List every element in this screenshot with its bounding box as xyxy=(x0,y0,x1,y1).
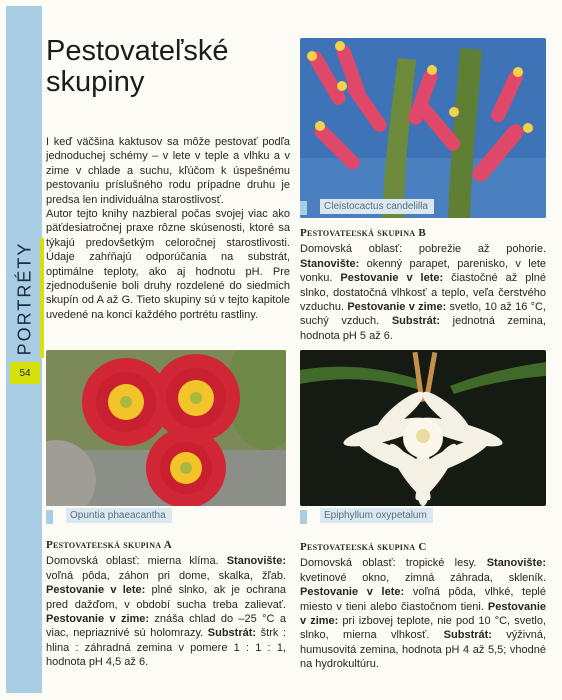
page-title xyxy=(46,36,229,98)
group-b-substrate-text: jednotná zemina, hodnota pH 5 až 6. xyxy=(300,315,546,342)
caption-cleistocactus: Cleistocactus candelilla xyxy=(320,199,434,214)
photo-epiphyllum xyxy=(300,350,546,506)
photo-cleistocactus xyxy=(300,38,546,218)
group-c-home-text: tropické lesy. xyxy=(395,557,487,570)
group-a-home-label: Domovská oblasť: xyxy=(46,555,140,568)
group-c-winter-label: Pestovanie v zime: xyxy=(300,600,546,628)
group-c-site-text: kvetinové okno, zimná záhrada, skleník. xyxy=(300,571,546,584)
group-c-summer-label: Pestovanie v lete: xyxy=(300,586,405,599)
group-c-substrate-text: výživná, humusovitá zemina, hodnota pH 4 až 5,5; vhodné na hydrokultúru. xyxy=(300,629,547,671)
group-b-winter-label: Pestovanie v zime: xyxy=(347,301,447,314)
group-b-home-label: Domovská oblasť: xyxy=(300,243,403,256)
group-b-text xyxy=(300,242,546,343)
group-b xyxy=(300,226,546,343)
page-number: 54 xyxy=(10,362,40,384)
epiphyllum-image xyxy=(300,350,546,506)
group-b-site-label: Stanovište: xyxy=(300,257,360,270)
section-label xyxy=(10,238,40,358)
section-accent-bar xyxy=(40,238,44,358)
caption-marker xyxy=(46,510,53,524)
intro-paragraph-1: I keď väčšina kaktusov sa môže pestovať podľa jednoduchej schémy – v lete v teple a vlhku a v zime v chlade a suchu, kľúčom k úspešnému pestovaniu príslušného rodu prípadne druhu je predsa len individuálna starostlivosť. xyxy=(46,136,290,206)
group-a-text xyxy=(46,554,286,669)
group-c-substrate-label: Substrát: xyxy=(443,629,492,642)
group-c-heading: Pestovateľská skupina C xyxy=(300,541,427,553)
group-c-text xyxy=(300,556,546,671)
group-a-site-label: Stanovište: xyxy=(226,555,286,568)
group-c-site-label: Stanovište: xyxy=(486,557,546,570)
group-c-home-label: Domovská oblasť: xyxy=(300,557,396,570)
group-b-home-text: pobrežie až pohorie. xyxy=(402,243,546,256)
group-c xyxy=(300,540,546,672)
group-a-heading: Pestovateľská skupina A xyxy=(46,539,173,551)
group-c-winter-text: pri izbovej teplote, nie pod 10 °C, svetlo, slnko, mierna vlhkosť. xyxy=(300,615,546,642)
title-line-2: skupiny xyxy=(46,66,145,98)
group-b-heading: Pestovateľská skupina B xyxy=(300,227,427,239)
group-b-summer-text: čiastočné až plné slnko, dostatočná vlhkosť a teplo, veľa čerstvého vzduchu. xyxy=(300,272,546,314)
group-a-substrate-label: Substrát: xyxy=(207,627,257,640)
group-a-winter-text: znáša chlad do –25 °C a viac, nepriaznivé sú holomrazy. xyxy=(46,613,286,640)
group-a-site-text: voľná pôda, záhon pri dome, skalka, žľab. xyxy=(46,569,286,582)
group-b-site-text: okenný parapet, parenisko, v lete vonku. xyxy=(300,257,546,285)
opuntia-image xyxy=(46,350,286,506)
group-b-summer-label: Pestovanie v lete: xyxy=(340,272,444,285)
group-a-home-text: mierna klíma. xyxy=(139,555,227,568)
intro-paragraph-2: Autor tejto knihy nazbieral počas svojej viac ako päťdesiatročnej praxe rôzne skúsenosti, ktoré sa týkajú predovšetkým celoročnej starostlivosti. Údaje zahŕňajú odporúčania na substrát, optimálne teploty, ako aj hodnotu pH. Pre zjednodušenie boli druhy rozdelené do siedmich skupín od A až G. Tieto skupiny sú v tejto kapitole uvedené na konci každého portrétu rastliny. xyxy=(46,208,290,321)
group-a xyxy=(46,538,286,670)
photo-opuntia xyxy=(46,350,286,506)
cleistocactus-image xyxy=(300,38,546,218)
group-a-winter-label: Pestovanie v zime: xyxy=(46,613,150,626)
caption-opuntia: Opuntia phaeacantha xyxy=(66,508,172,523)
group-b-winter-text: svetlo, 10 až 16 °C, suchý vzduch. xyxy=(300,301,547,328)
group-c-summer-text: voľná pôda, vlhké, teplé miesto v tieni alebo čiastočnom tieni. xyxy=(300,586,546,613)
title-line-1: Pestovateľské xyxy=(46,35,229,67)
group-b-substrate-label: Substrát: xyxy=(391,315,441,328)
caption-marker xyxy=(300,510,307,524)
caption-marker xyxy=(300,201,307,215)
section-label-text: PORTRÉTY xyxy=(14,241,35,355)
intro-text xyxy=(46,135,290,322)
caption-epiphyllum: Epiphyllum oxypetalum xyxy=(320,508,433,523)
group-a-substrate-text: štrk : hlina : záhradná zemina v pomere 1 : 1 : 1, hodnota pH 4,5 až 6. xyxy=(46,627,286,669)
group-a-summer-text: plné slnko, ak je ochrana pred dažďom, v období sucha treba zalievať. xyxy=(46,584,286,611)
group-a-summer-label: Pestovanie v lete: xyxy=(46,584,146,597)
